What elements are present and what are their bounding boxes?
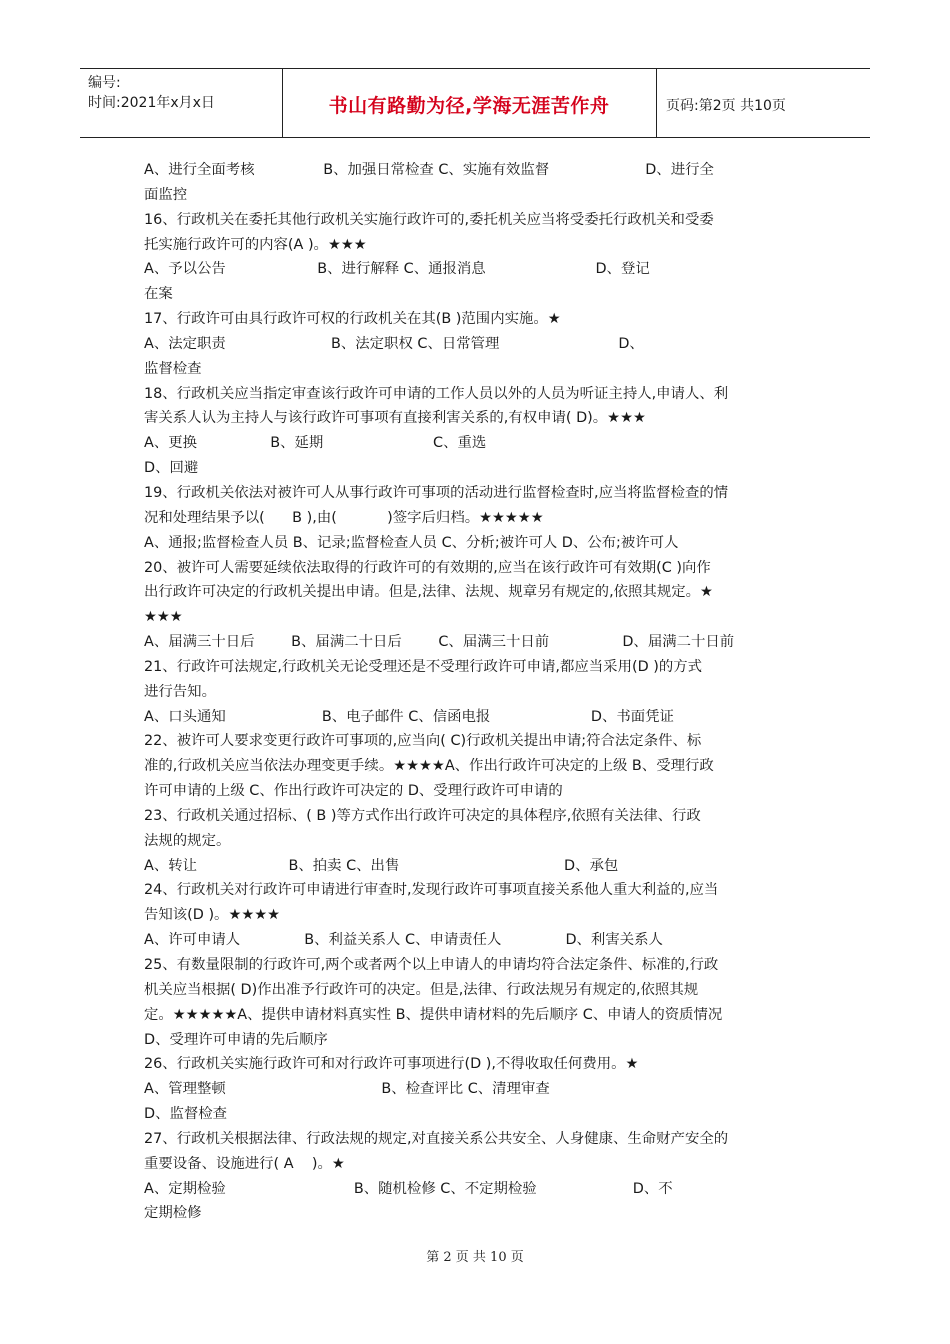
text-line: 监督检查 (144, 360, 202, 377)
text-line: A、进行全面考核 B、加强日常检查 C、实施有效监督 D、进行全 (144, 162, 714, 178)
header-meta (88, 73, 278, 113)
text-line: 况和处理结果予以( B ),由( )签字后归档。★★★★★ (144, 509, 544, 526)
text-line: A、届满三十日后 B、届满二十日后 C、届满三十日前 D、届满二十日前 (144, 634, 735, 651)
text-line: 许可申请的上级 C、作出行政许可决定的 D、受理行政许可申请的 (144, 783, 563, 800)
text-line: 面监控 (144, 186, 188, 203)
text-line: 定期检修 (144, 1205, 202, 1222)
text-line: D、监督检查 (144, 1106, 228, 1123)
text-line: 22、被许可人要求变更行政许可事项的,应当向( C)行政机关提出申请;符合法定条件、标 (144, 733, 702, 750)
text-line: 在案 (144, 286, 173, 303)
text-line: A、许可申请人 B、利益关系人 C、申请责任人 D、利害关系人 (144, 932, 663, 949)
text-line: 托实施行政许可的内容(A )。★★★ (144, 236, 367, 253)
text-line: 18、行政机关应当指定审查该行政许可申请的工作人员以外的人员为听证主持人,申请人、利 (144, 385, 729, 402)
time-label: 时间:2021年x月x日 (88, 95, 215, 111)
text-line: 25、有数量限制的行政许可,两个或者两个以上申请人的申请均符合法定条件、标准的,行政 (144, 957, 719, 973)
page-footer: 第 2 页 共 10 页 (426, 1250, 524, 1265)
text-line: 26、行政机关实施行政许可和对行政许可事项进行(D ),不得收取任何费用。★ (144, 1056, 639, 1073)
text-line: A、通报;监督检查人员 B、记录;监督检查人员 C、分析;被许可人 D、公布;被许可人 (144, 534, 679, 551)
text-line: 重要设备、设施进行( A )。★ (144, 1155, 345, 1172)
text-line: D、受理许可申请的先后顺序 (144, 1031, 328, 1048)
text-line: 机关应当根据( D)作出准予行政许可的决定。但是,法律、行政法规另有规定的,依照其规 (144, 981, 699, 998)
text-line: A、定期检验 B、随机检修 C、不定期检验 D、不 (144, 1180, 673, 1197)
header-page-info: 页码:第2页 共10页 (666, 98, 786, 114)
text-line: A、予以公告 B、进行解释 C、通报消息 D、登记 (144, 261, 650, 278)
text-line: 告知该(D )。★★★★ (144, 907, 281, 924)
text-line: A、法定职责 B、法定职权 C、日常管理 D、 (144, 335, 644, 352)
text-line: D、回避 (144, 460, 199, 477)
text-line: 27、行政机关根据法律、行政法规的规定,对直接关系公共安全、人身健康、生命财产安全的 (144, 1130, 729, 1147)
text-line: 法规的规定。 (144, 832, 231, 849)
header-motto: 书山有路勤为径,学海无涯苦作舟 (328, 95, 610, 117)
text-line: 17、行政许可由具行政许可权的行政机关在其(B )范围内实施。★ (144, 311, 561, 328)
text-line: 准的,行政机关应当依法办理变更手续。★★★★A、作出行政许可决定的上级 B、受理行政 (144, 758, 714, 775)
text-line: 23、行政机关通过招标、( B )等方式作出行政许可决定的具体程序,依照有关法律、行政 (144, 807, 701, 824)
text-line: A、转让 B、拍卖 C、出售 D、承包 (144, 857, 619, 874)
text-line: 21、行政许可法规定,行政机关无论受理还是不受理行政许可申请,都应当采用(D )的方式 (144, 658, 703, 675)
serial-label: 编号: (88, 75, 121, 91)
text-line: 定。★★★★★A、提供申请材料真实性 B、提供申请材料的先后顺序 C、申请人的资质情况 (144, 1006, 723, 1023)
text-line: 害关系人认为主持人与该行政许可事项有直接利害关系的,有权申请( D)。★★★ (144, 410, 646, 427)
text-line: A、更换 B、延期 C、重选 (144, 435, 487, 452)
text-line: ★★★ (144, 609, 183, 626)
header-divider-left (282, 69, 283, 137)
text-line: 24、行政机关对行政许可申请进行审查时,发现行政许可事项直接关系他人重大利益的,应当 (144, 882, 719, 899)
text-line: A、管理整顿 B、检查评比 C、清理审查 (144, 1081, 550, 1098)
text-line: 19、行政机关依法对被许可人从事行政许可事项的活动进行监督检查时,应当将监督检查的情 (144, 484, 729, 501)
document-body (144, 158, 806, 1226)
header-divider-right (656, 69, 657, 137)
text-line: 20、被许可人需要延续依法取得的行政许可的有效期的,应当在该行政许可有效期(C )向作 (144, 559, 711, 576)
page-header (80, 68, 870, 138)
text-line: A、口头通知 B、电子邮件 C、信函电报 D、书面凭证 (144, 708, 674, 725)
text-line: 16、行政机关在委托其他行政机关实施行政许可的,委托机关应当将受委托行政机关和受委 (144, 211, 714, 228)
text-line: 出行政许可决定的行政机关提出申请。但是,法律、法规、规章另有规定的,依照其规定。★ (144, 584, 713, 601)
text-line: 进行告知。 (144, 683, 216, 700)
